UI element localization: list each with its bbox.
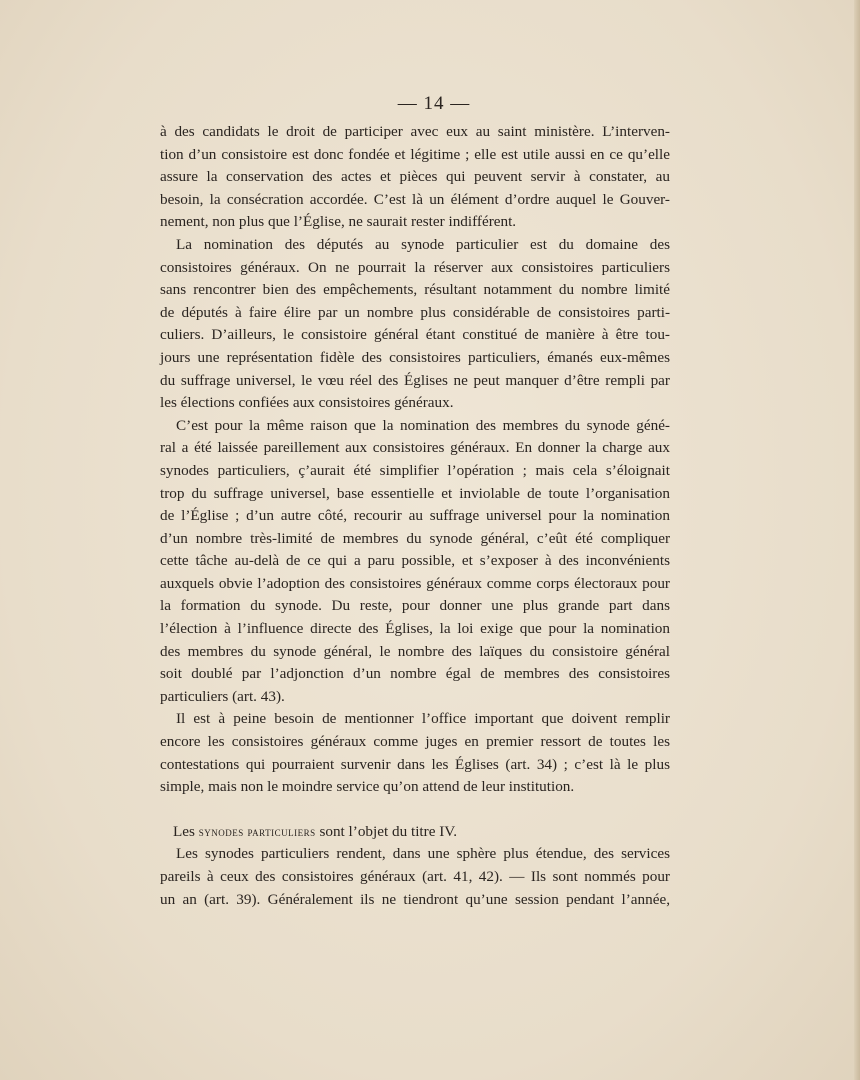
text-line: tion d’un consistoire est donc fondée et légitime ; elle est utile aussi en ce qu’elle [160, 145, 670, 163]
heading-suffix: sont l’objet du titre IV. [319, 822, 458, 840]
text-line: particuliers (art. 43). [160, 687, 285, 705]
section-heading [160, 821, 670, 844]
text-line: de l’Église ; d’un autre côté, recourir au suffrage universel pour la nomination [160, 507, 670, 525]
text-line: nement, non plus que l’Église, ne saurait rester indifférent. [160, 213, 517, 231]
text-line: culiers. D’ailleurs, le consistoire général étant constitué de manière à être tou- [160, 326, 670, 344]
paragraph-1 [160, 121, 670, 234]
page-number: — 14 — [397, 93, 471, 114]
text-line: d’un nombre très-limité de membres du synode général, c’eût été compliquer [160, 529, 670, 547]
paragraph-4 [160, 708, 670, 798]
text-line: consistoires généraux. On ne pourrait la réserver aux consistoires particuliers [160, 258, 670, 276]
text-line: des membres du synode général, le nombre des laïques du consistoire général [160, 642, 670, 660]
text-line: l’élection à l’influence directe des Églises, la loi exige que pour la nomination [160, 620, 670, 638]
text-line: du suffrage universel, le vœu réel des Églises ne peut manquer d’être rempli par [160, 371, 670, 389]
page-edge [854, 0, 860, 1080]
text-line: jours une représentation fidèle des consistoires particuliers, émanés eux-mêmes [160, 348, 670, 366]
text-line: pareils à ceux des consistoires généraux (art. 41, 42). — Ils sont nommés pour [160, 868, 670, 885]
text-line: un an (art. 39). Généralement ils ne tiendront qu’une session pendant l’année, [160, 890, 670, 908]
paragraph-2 [160, 234, 670, 415]
text-line: la formation du synode. Du reste, pour donner une plus grande part dans [160, 597, 670, 615]
text-line: La nomination des députés au synode particulier est du domaine des [176, 235, 670, 253]
text-line: ral a été laissée pareillement aux consistoires généraux. En donner la charge aux [160, 439, 670, 457]
text-line: soit doublé par l’adjonction d’un nombre égal de membres des consistoires [160, 665, 670, 683]
text-line: besoin, la consécration accordée. C’est là un élément d’ordre auquel le Gouver- [160, 190, 670, 208]
text-line: trop du suffrage universel, base essentielle et inviolable de toute l’organisation [160, 484, 670, 502]
text-line: contestations qui pourraient survenir dans les Églises (art. 34) ; c’est là le plus [160, 755, 670, 773]
text-line: synodes particuliers, ç’aurait été simplifier l’opération ; mais cela s’éloignait [160, 461, 670, 479]
heading-smallcaps: synodes particuliers [198, 823, 316, 839]
body-text [160, 121, 670, 911]
text-line: Il est à peine besoin de mentionner l’office important que doivent remplir [176, 710, 670, 728]
text-line: encore les consistoires généraux comme juges en premier ressort de toutes les [160, 733, 670, 751]
text-line: les élections confiées aux consistoires généraux. [160, 394, 454, 412]
text-line: Les synodes particuliers rendent, dans une sphère plus étendue, des services [176, 845, 670, 863]
text-line: cette tâche au-delà de ce qui a paru possible, et s’exposer à des inconvénients [160, 552, 670, 570]
section-gap [160, 799, 670, 821]
text-line: de députés à faire élire par un nombre plus considérable de consistoires parti- [160, 303, 670, 321]
text-line: auxquels obvie l’adoption des consistoires généraux comme corps électoraux pour [160, 574, 670, 592]
text-line: C’est pour la même raison que la nomination des membres du synode géné- [176, 416, 670, 434]
text-line: assure la conservation des actes et pièces qui peuvent servir à constater, au [160, 168, 670, 186]
text-line: sans rencontrer bien des empêchements, résultant notamment du nombre limité [160, 281, 670, 299]
heading-prefix: Les [173, 822, 195, 840]
text-line: simple, mais non le moindre service qu’on attend de leur institution. [160, 778, 575, 796]
section-synodes [160, 821, 670, 911]
paragraph-3 [160, 415, 670, 709]
text-line: à des candidats le droit de participer avec eux au saint ministère. L’interven- [160, 123, 670, 140]
